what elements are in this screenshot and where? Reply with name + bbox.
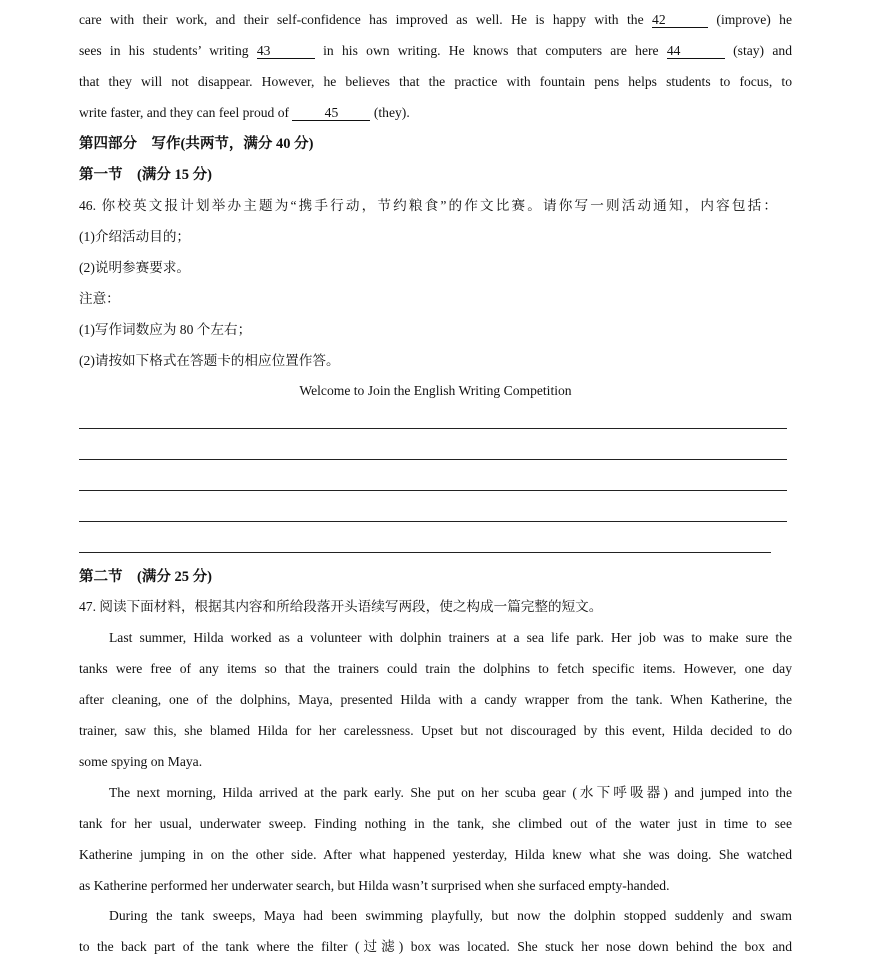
story-line: During the tank sweeps, Maya had been swimming playfully, but now the dolphin stopped suddenly and swam [109,908,792,923]
answer-line [79,428,787,429]
story-line: Katherine jumping in on the other side. After what happened yesterday, Hilda knew what she was doing. She watched [79,847,792,862]
blank-43[interactable]: 43 [257,44,315,59]
story-line: after cleaning, one of the dolphins, Maya, presented Hilda with a candy wrapper from the tank. When Katherine, the [79,692,792,707]
answer-line [79,552,771,553]
story-line: Last summer, Hilda worked as a volunteer with dolphin trainers at a sea life park. Her job was to make sure the [109,630,792,645]
story-line: some spying on Maya. [79,754,203,769]
passage-line [79,103,792,123]
story-line: to the back part of the tank where the filter (过滤) box was located. She stuck her nose down behind the box and [79,939,792,954]
text: (improve) he [708,12,792,27]
story-line: as Katherine performed her underwater search, but Hilda wasn’t surprised when she surfaced empty-handed. [79,878,670,893]
text: sees in his students’ writing [79,43,257,58]
story-line: tank for her usual, underwater sweep. Finding nothing in the tank, she climbed out of the water just in time to see [79,816,792,831]
passage-line [79,41,792,61]
answer-line [79,459,787,460]
blank-42[interactable]: 42 [652,13,708,28]
answer-line [79,490,787,491]
blank-45[interactable]: 45 [292,106,370,121]
requirement-item: (1)介绍活动目的； [79,229,191,244]
story-line: trainer, saw this, she blamed Hilda for her carelessness. Upset but not discouraged by this event, Hilda decided to do [79,723,792,738]
note-item: (2)请按如下格式在答题卡的相应位置作答。 [79,353,340,368]
question-47: 47. 阅读下面材料，根据其内容和所给段落开头语续写两段，使之构成一篇完整的短文。 [79,599,603,614]
requirement-item: (2)说明参赛要求。 [79,260,191,275]
story-line: tanks were free of any items so that the trainers could train the dolphins to fetch specific items. However, one day [79,661,792,676]
text: care with their work, and their self-confidence has improved as well. He is happy with the [79,12,653,27]
text: (stay) and [724,43,792,58]
passage-line [79,10,792,30]
passage-line: that they will not disappear. However, he believes that the practice with fountain pens helps students to focus, to [79,74,792,89]
note-item: (1)写作词数应为 80 个左右； [79,322,252,337]
story-line: The next morning, Hilda arrived at the park early. She put on her scuba gear (水下呼吸器) and jumped into the [109,785,792,800]
text: in his own writing. He knows that computers are here [314,43,667,58]
text: write faster, and they can feel proud of [79,105,293,120]
section1-title: 第一节 (满分 15 分) [79,167,212,183]
blank-44[interactable]: 44 [667,44,725,59]
essay-heading: Welcome to Join the English Writing Competition [299,383,572,398]
text: (they). [370,105,410,120]
note-label: 注意： [79,291,120,306]
question-46: 46. 你校英文报计划举办主题为“携手行动，节约粮食”的作文比赛。请你写一则活动通知，内容包括： [79,198,777,213]
section2-title: 第二节 (满分 25 分) [79,569,212,585]
part4-title: 第四部分 写作(共两节，满分 40 分) [79,136,314,152]
answer-line [79,521,787,522]
